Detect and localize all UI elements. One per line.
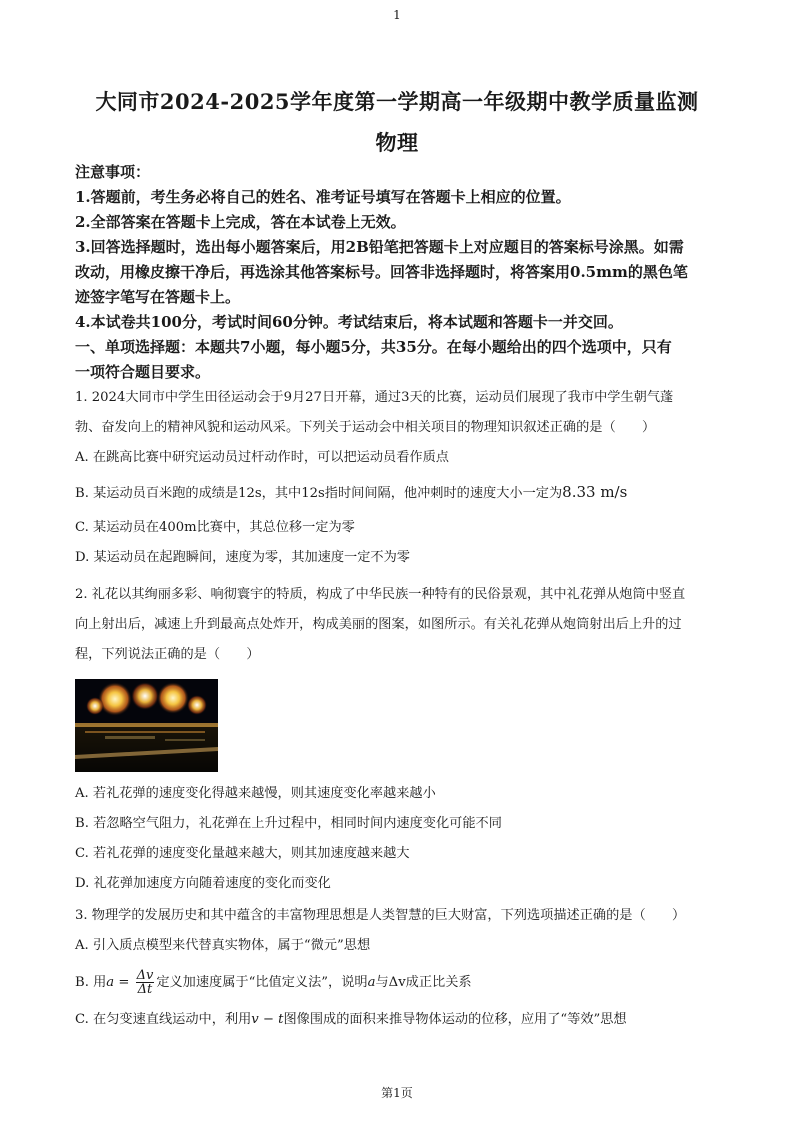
note-item: 3.回答选择题时，选出每小题答案后，用2B铅笔把答题卡上对应题目的答案标号涂黑。如需 — [75, 238, 684, 256]
question-stem: 1. 2024大同市中学生田径运动会于9月27日开幕，通过3天的比赛，运动员们展现了我市中学生朝气蓬 — [75, 390, 674, 405]
question-stem: 2. 礼花以其绚丽多彩、响彻寰宇的特质，构成了中华民族一种特有的民俗景观，其中礼花弹从炮筒中竖直 — [75, 587, 686, 602]
question-stem: 勃、奋发向上的精神风貌和运动风采。下列关于运动会中相关项目的物理知识叙述正确的是（ ） — [75, 420, 656, 435]
question-stem: 向上射出后，减速上升到最高点处炸开，构成美丽的图案，如图所示。有关礼花弹从炮筒射出后上升的过 — [75, 617, 682, 632]
option-b-value: 8.33 m/s — [562, 483, 628, 501]
section-heading-line: 一项符合题目要求。 — [75, 363, 211, 381]
option-d: D. 礼花弹加速度方向随着速度的变化而变化 — [75, 876, 331, 891]
question-2-options — [75, 779, 721, 899]
option-a: A. 引入质点模型来代替真实物体，属于“微元”思想 — [75, 938, 371, 953]
option-c-prefix: C. 在匀变速直线运动中，利用 — [75, 1012, 252, 1027]
fraction-denominator: Δt — [137, 982, 153, 997]
option-d: D. 某运动员在起跑瞬间，速度为零，其加速度一定不为零 — [75, 550, 410, 565]
question-1 — [75, 383, 721, 573]
section-heading-line: 一、单项选择题：本题共7小题，每小题5分，共35分。在每小题给出的四个选项中，只有 — [75, 338, 672, 356]
exam-subject: 物理 — [375, 130, 419, 155]
page-number-top: 1 — [393, 8, 401, 22]
option-b: B. 若忽略空气阻力，礼花弹在上升过程中，相同时间内速度变化可能不同 — [75, 816, 502, 831]
note-item: 4.本试卷共100分，考试时间60分钟。考试结束后，将本试题和答题卡一并交回。 — [75, 313, 623, 331]
section-heading — [75, 335, 721, 385]
option-c-vt: v − t — [251, 1012, 284, 1027]
question-stem: 3. 物理学的发展历史和其中蕴含的丰富物理思想是人类智慧的巨大财富，下列选项描述正确的是（ ） — [75, 908, 686, 923]
option-b-delta-v: Δv — [388, 975, 406, 990]
note-item: 2.全部答案在答题卡上完成，答在本试卷上无效。 — [75, 213, 406, 231]
option-b-symbol-a2: a — [367, 975, 376, 990]
page-footer: 第1页 — [381, 1086, 413, 1100]
option-c: C. 某运动员在400m比赛中，其总位移一定为零 — [75, 520, 355, 535]
option-a: A. 在跳高比赛中研究运动员过杆动作时，可以把运动员看作质点 — [75, 450, 449, 465]
notes-block — [75, 160, 721, 335]
option-c: C. 若礼花弹的速度变化量越来越大，则其加速度越来越大 — [75, 846, 410, 861]
note-item: 迹签字笔写在答题卡上。 — [75, 288, 241, 306]
option-b-equals: = — [114, 975, 134, 990]
option-c — [75, 1005, 721, 1035]
option-b-fraction — [136, 969, 155, 996]
fireworks-image — [75, 679, 218, 772]
note-item: 1.答题前，考生务必将自己的姓名、准考证号填写在答题卡上相应的位置。 — [75, 188, 571, 206]
option-b-symbol-a: a — [106, 975, 115, 990]
note-item: 改动，用橡皮擦干净后，再选涂其他答案标号。回答非选择题时，将答案用0.5mm的黑色笔 — [75, 263, 688, 281]
option-b-with: 与 — [375, 975, 389, 990]
question-2 — [75, 580, 721, 670]
option-b — [75, 961, 721, 1005]
option-b-text: B. 某运动员百米跑的成绩是12s，其中12s指时间间隔，他冲刺时的速度大小一定为 — [75, 486, 563, 501]
question-3 — [75, 901, 721, 1035]
fireworks-photo — [75, 679, 218, 772]
fraction-numerator: Δv — [136, 968, 154, 983]
option-b — [75, 473, 721, 513]
option-b-middle: 定义加速度属于“比值定义法”，说明 — [156, 975, 368, 990]
exam-title: 大同市2024-2025学年度第一学期高一年级期中教学质量监测 — [95, 89, 699, 114]
notes-heading: 注意事项： — [75, 163, 151, 181]
option-b-prefix: B. 用 — [75, 975, 107, 990]
option-b-suffix: 成正比关系 — [405, 975, 472, 990]
option-c-suffix: 图像围成的面积来推导物体运动的位移，应用了“等效”思想 — [283, 1012, 627, 1027]
option-a: A. 若礼花弹的速度变化得越来越慢，则其速度变化率越来越小 — [75, 786, 436, 801]
question-stem: 程，下列说法正确的是（ ） — [75, 647, 260, 662]
